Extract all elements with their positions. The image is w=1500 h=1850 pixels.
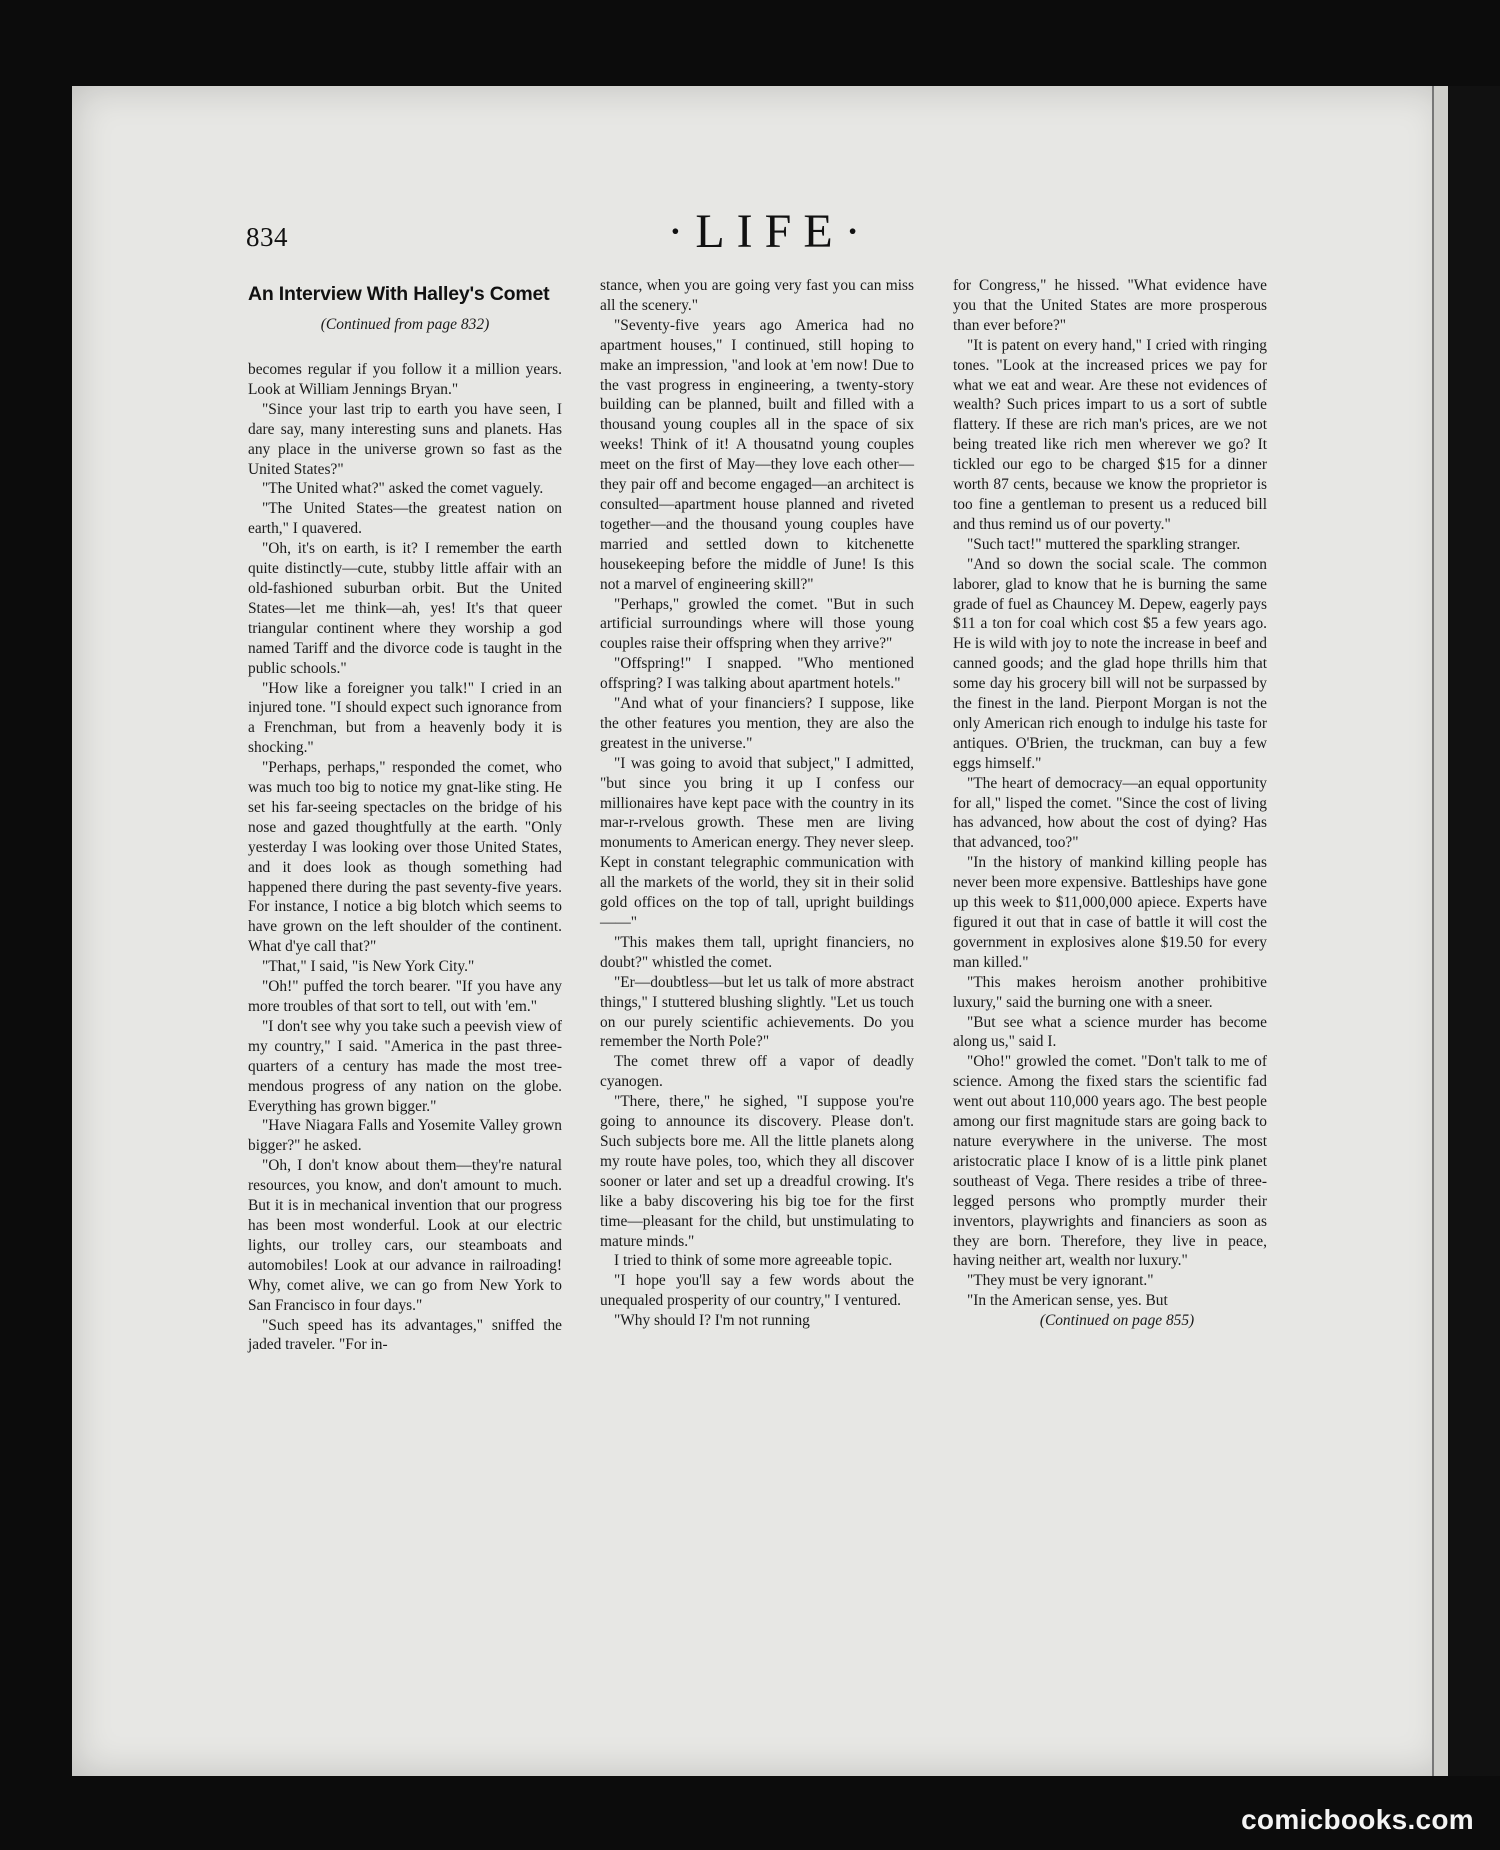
- text-column-1: [248, 360, 562, 1355]
- binding-edge: [1448, 86, 1500, 1776]
- paragraph: "This makes heroism another prohibitive luxury," said the burning one with a sneer.: [953, 973, 1267, 1011]
- paragraph: "Perhaps," growled the comet. "But in such artificial surroundings where will those young couples raise their offspring when they arrive?": [600, 595, 914, 653]
- text-column-3: [953, 276, 1267, 1331]
- paragraph: "There, there," he sighed, "I suppose you're going to announce its discovery. Please don't. Such subjects bore me. All the little planets along my route have poles, too, which they all discover sooner or later and set up a dreadful crowing. It's like a baby discovering his big toe for the first time—pleasant for the child, but unstimulating to mature minds.": [600, 1093, 914, 1250]
- paragraph: "Er—doubtless—but let us talk of more abstract things," I stuttered blushing slightly. "Let us touch on our purely scientific achievements. Do you remember the North Pole?": [600, 973, 914, 1051]
- watermark: comicbooks.com: [1241, 1804, 1474, 1835]
- paragraph: "Why should I? I'm not running: [614, 1312, 810, 1330]
- paragraph: The comet threw off a vapor of deadly cyanogen.: [600, 1053, 914, 1091]
- masthead-title: ·LIFE·: [667, 205, 873, 258]
- paragraph: "Oh, I don't know about them—they're natural resources, you know, and don't amount to much. But it is in mechanical invention that our progress has been most wonderful. Look at our electric lights, our trolley cars, our steamboats and automobiles! Look at our advance in railroading! Why, comet alive, we can go from New York to San Francisco in four days.": [248, 1157, 562, 1314]
- paragraph: "And so down the social scale. The common laborer, glad to know that he is burning the same grade of fuel as Chauncey M. Depew, eagerly pays $11 a ton for coal which cost $5 a few years ago. He is wild with joy to note the increase in beef and canned goods; and the glad hope thrills him that some day his grocery bill will not be surpassed by the finest in the land. Pierpont Morgan is not the only American rich enough to indulge his taste for antiques. O'Brien, the truckman, can buy a few eggs himself.": [953, 555, 1267, 772]
- paragraph: "Such tact!" muttered the sparkling stranger.: [967, 535, 1241, 553]
- continued-from-note: (Continued from page 832): [320, 316, 490, 333]
- paragraph: "Such speed has its advantages," sniffed the jaded traveler. "For in-: [248, 1316, 562, 1354]
- page-number: 834: [246, 222, 288, 252]
- paragraph: becomes regular if you follow it a million years. Look at William Jennings Bryan.": [248, 361, 562, 398]
- paragraph: "I hope you'll say a few words about the unequaled prosperity of our country," I ventured.: [600, 1272, 914, 1310]
- paragraph: "Oh, it's on earth, is it? I remember the earth quite distinctly—cute, stubby little affair with an old-fashioned suburban orbit. But the United States—let me think—ah, yes! It's that queer triangular continent where they worship a god named Tariff and the divorce code is taught in the public schools.": [248, 540, 562, 677]
- article-title: An Interview With Halley's Comet: [248, 283, 550, 305]
- paragraph: "I don't see why you take such a peevish view of my country," I said. "America in the past three-quarters of a century has made the most tree-mendous progress of any nation on the globe. Everything has grown bigger.": [248, 1017, 562, 1115]
- paragraph: "They must be very ignorant.": [967, 1272, 1154, 1290]
- paragraph: "But see what a science murder has become along us," said I.: [953, 1013, 1267, 1051]
- paragraph: "This makes them tall, upright financiers, no doubt?" whistled the comet.: [600, 933, 914, 971]
- paragraph: "Since your last trip to earth you have seen, I dare say, many interesting suns and planets. Has any place in the universe grown so fast as the United States?": [248, 400, 562, 478]
- paragraph: "I was going to avoid that subject," I admitted, "but since you bring it up I confess our millionaires have kept pace with the country in its mar-r-rvelous growth. These men are living monuments to American energy. They never sleep. Kept in constant telegraphic communication with all the markets of the world, they sit in their solid gold offices on the top of tall, upright buildings——": [600, 754, 914, 931]
- paragraph: "Perhaps, perhaps," responded the comet, who was much too big to notice my gnat-like sting. He set his far-seeing spectacles on the bridge of his nose and gazed thoughtfully at the earth. "Only yesterday I was looking over those United States, and it does look as though something had happened there during the past seventy-five years. For instance, I notice a big blotch which seems to have grown on the left shoulder of the continent. What d'ye call that?": [248, 759, 562, 956]
- paragraph: "And what of your financiers? I suppose, like the other features you mention, they are also the greatest in the universe.": [600, 695, 914, 752]
- text-column-2: [600, 276, 914, 1331]
- paragraph: "That," I said, "is New York City.": [262, 958, 475, 976]
- paragraph: "Oho!" growled the comet. "Don't talk to me of science. Among the fixed stars the scientific fad went out about 110,000 years ago. The best people among our first magnitude stars are going back to nature everywhere in the universe. The most aristocratic place I know of is a little pink planet southeast of Vega. There resides a tribe of three-legged persons who promptly murder their inventors, playwrights and financiers as soon as they are born. Therefore, they live in peace, having neither art, wealth nor luxury.": [953, 1053, 1267, 1270]
- paragraph: "Oh!" puffed the torch bearer. "If you have any more troubles of that sort to tell, out with 'em.": [248, 978, 562, 1015]
- paragraph: I tried to think of some more agreeable topic.: [614, 1252, 893, 1270]
- paragraph: "Offspring!" I snapped. "Who mentioned offspring? I was talking about apartment hotels.": [600, 655, 914, 693]
- paragraph: "The United what?" asked the comet vaguely.: [262, 480, 544, 498]
- paragraph: "The United States—the greatest nation on earth," I quavered.: [248, 500, 562, 538]
- paragraph: "In the history of mankind killing people has never been more expensive. Battleships have gone up this week to $11,000,000 apiece. Experts have figured it out that in case of battle it will cost the government in explosives alone $19.50 for every man killed.": [953, 854, 1267, 971]
- paragraph: "Have Niagara Falls and Yosemite Valley grown bigger?" he asked.: [248, 1117, 562, 1155]
- paragraph: for Congress," he hissed. "What evidence have you that the United States are more prosperous than ever before?": [953, 277, 1267, 334]
- paragraph: "In the American sense, yes. But: [967, 1292, 1168, 1310]
- paragraph: "It is patent on every hand," I cried with ringing tones. "Look at the increased prices we pay for what we eat and wear. Are these not evidences of wealth? Such prices impart to us a sort of subtle flattery. If these are rich man's prices, are we not being treated like rich men wherever we go? It tickled our ego to be charged $15 for a dinner worth 87 cents, because we know the proprietor is too fine a gentleman to present us a reduced bill and thus remind us of our poverty.": [953, 336, 1267, 533]
- paragraph: "Seventy-five years ago America had no apartment houses," I continued, still hoping to make an impression, "and look at 'em now! Due to the vast progress in engineering, a twenty-story building can be planned, built and filled with a thousand young couples all in the space of six weeks! Think of it! A thousatnd young couples meet on the first of May—they love each other—they pair off and become engaged—an architect is consulted—apartment house planned and riveted together—and the thousand young couples have married and settled down to kitchenette housekeeping before the middle of June! Is this not a marvel of engineering skill?": [600, 316, 914, 593]
- continued-on-note: (Continued on page 855): [1039, 1312, 1195, 1330]
- paragraph: "How like a foreigner you talk!" I cried in an injured tone. "I should expect such ignorance from a Frenchman, but from a heavenly body it is shocking.": [248, 679, 562, 757]
- paragraph: "The heart of democracy—an equal opportunity for all," lisped the comet. "Since the cost of living has advanced, how about the cost of dying? Has that advanced, too?": [953, 774, 1267, 852]
- paragraph: stance, when you are going very fast you can miss all the scenery.": [600, 277, 914, 314]
